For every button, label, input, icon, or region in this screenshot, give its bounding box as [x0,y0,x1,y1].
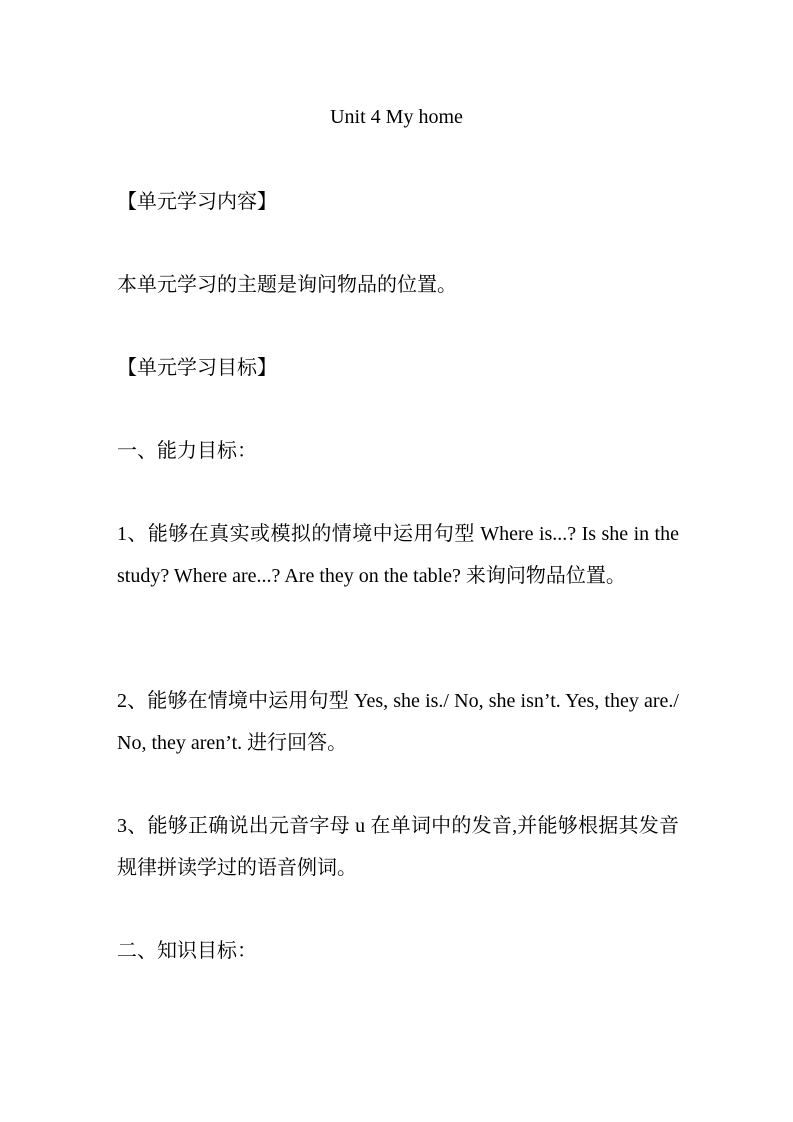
document-title: Unit 4 My home [330,106,463,128]
section-heading-content: 【单元学习内容】 [117,191,277,213]
content-paragraph: 本单元学习的主题是询问物品的位置。 [117,274,457,296]
subheading-knowledge-goals: 二、知识目标： [117,940,257,962]
subheading-ability-goals: 一、能力目标： [117,440,257,462]
goal-item-3: 3、能够正确说出元音字母 u 在单词中的发音,并能够根据其发音规律拼读学过的语音例词。 [117,815,679,879]
section-heading-goals: 【单元学习目标】 [117,357,277,379]
goal-item-2: 2、能够在情境中运用句型 Yes, she is./ No, she isn’t. Yes, they are./ No, they aren’t. 进行回答。 [117,690,679,754]
goal-item-1: 1、能够在真实或模拟的情境中运用句型 Where is...? Is she in the study? Where are...? Are they on the table? 来询问物品位置。 [117,523,679,587]
